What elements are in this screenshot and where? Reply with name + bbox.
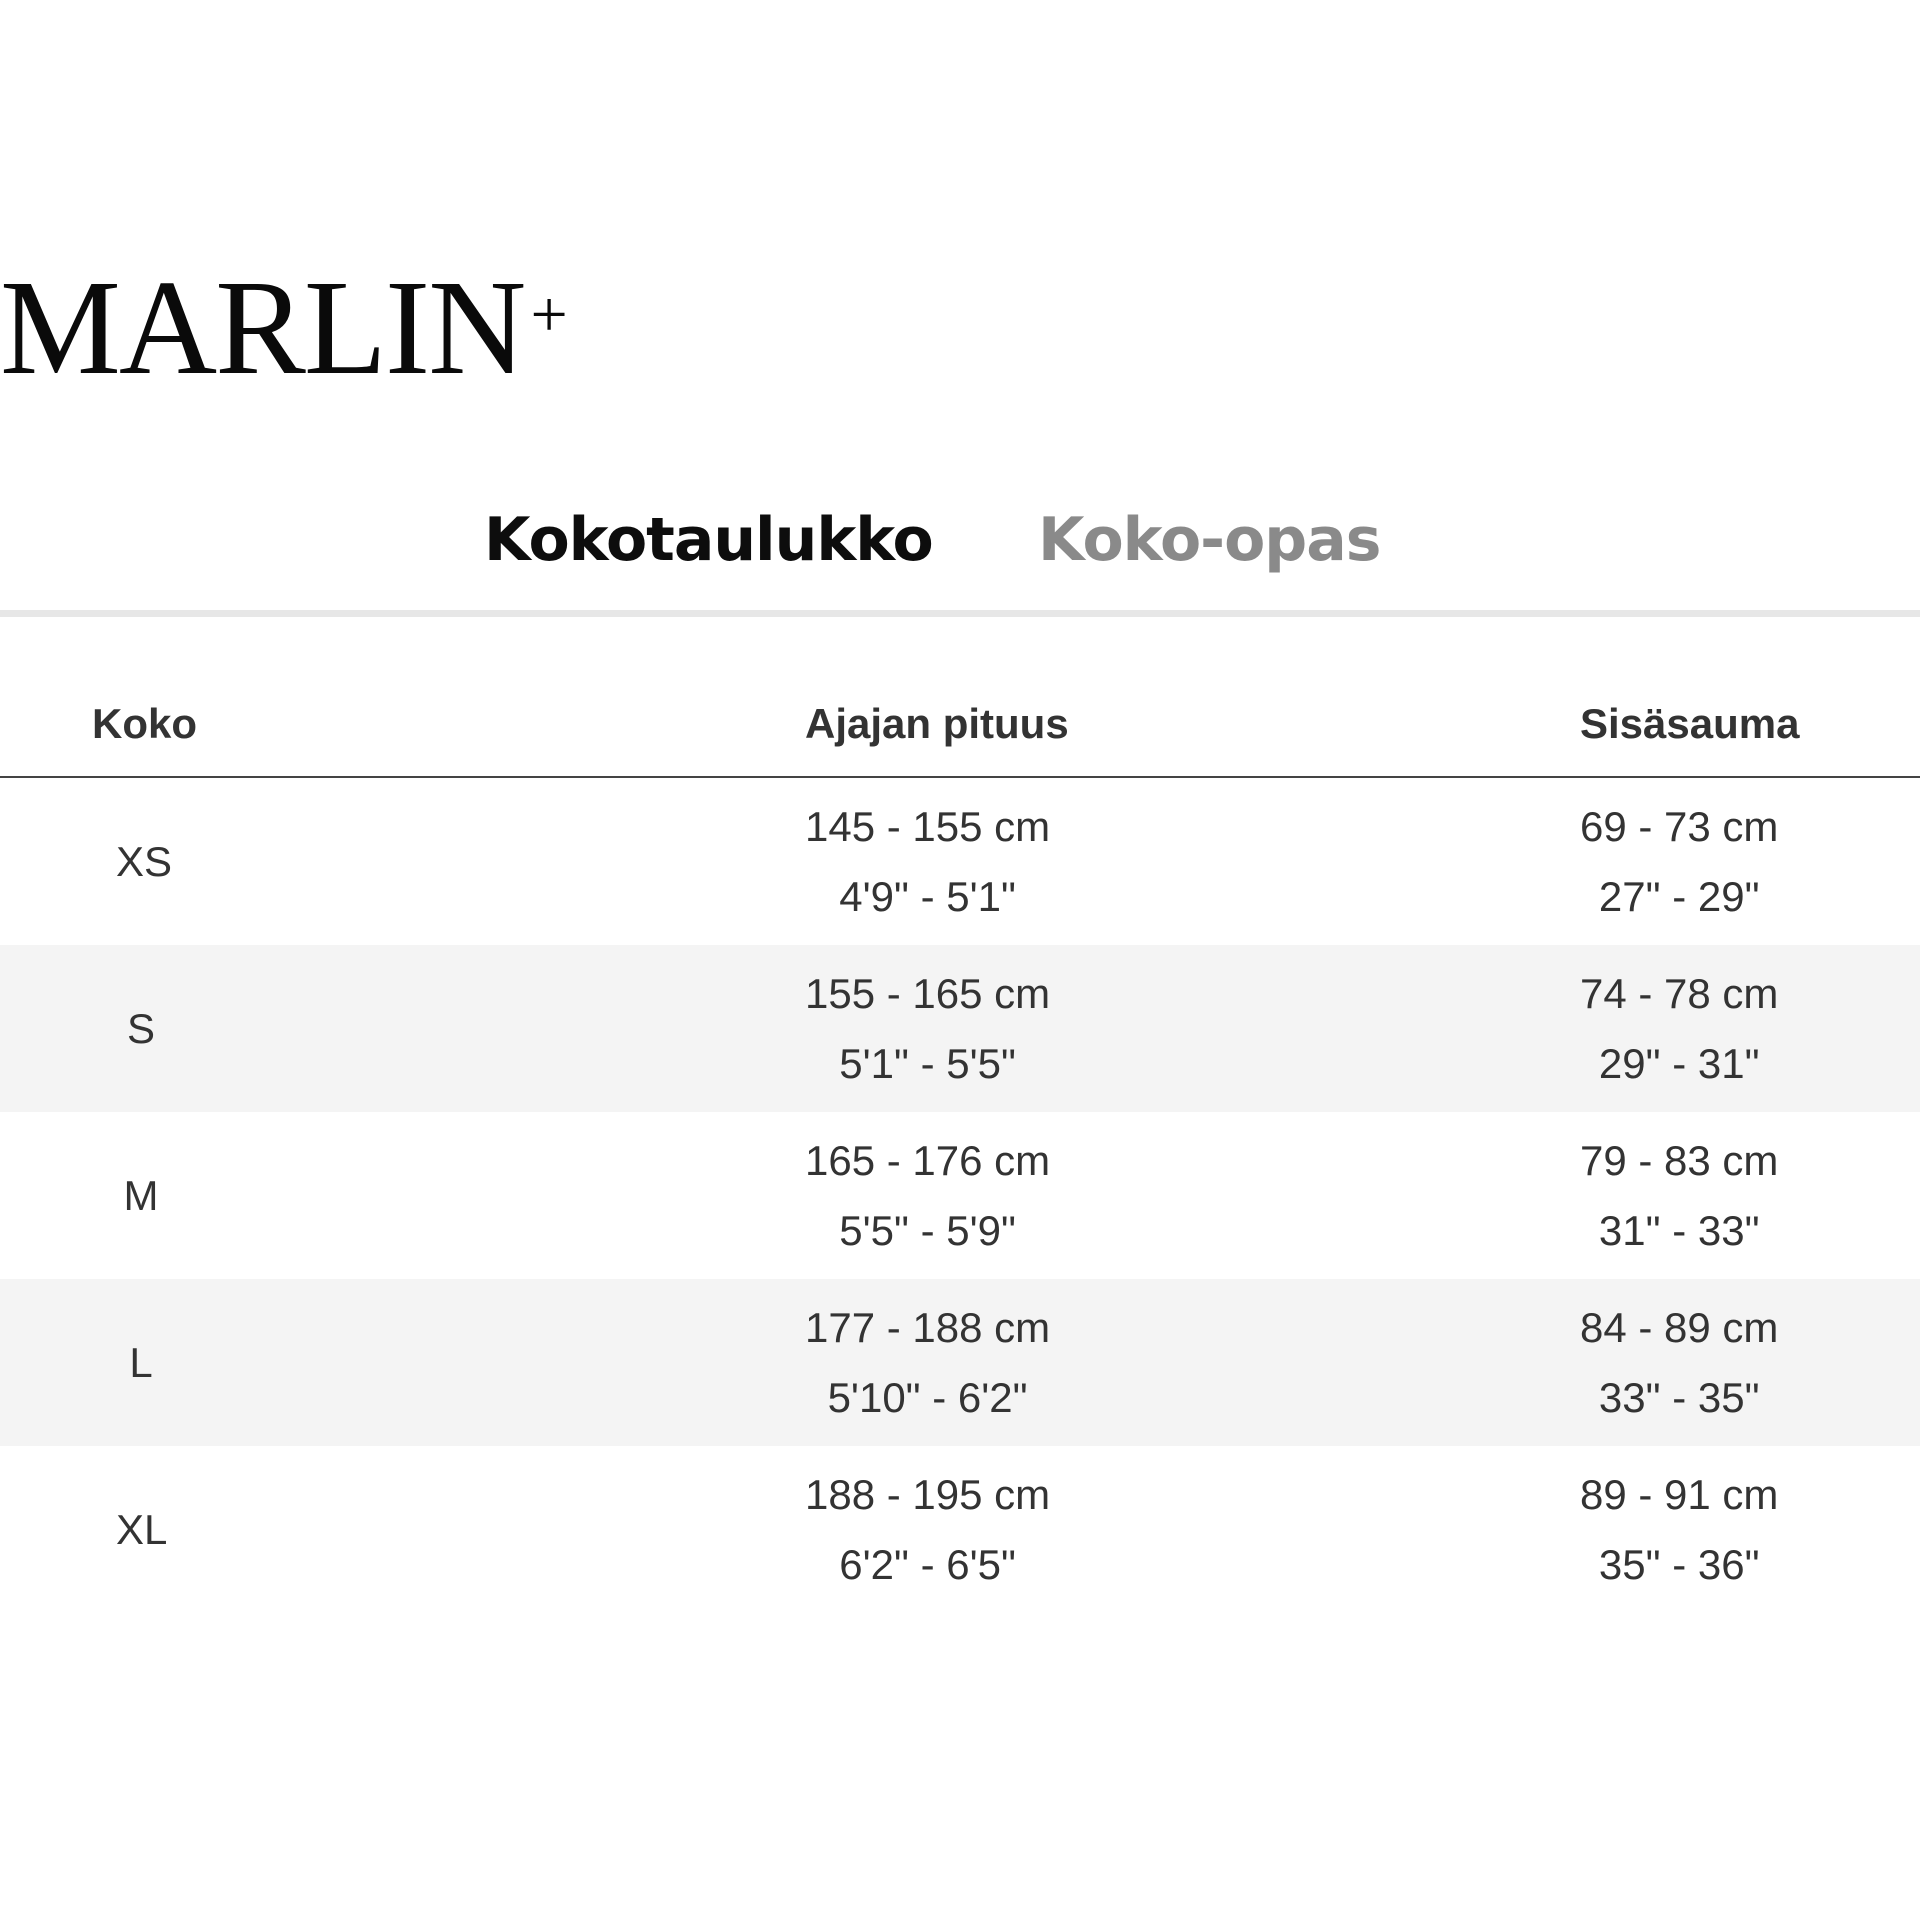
- table-row: [0, 777, 1920, 945]
- inseam-in: 33" - 35": [1598, 1373, 1760, 1421]
- inseam-cell: [1580, 1112, 1920, 1279]
- inseam-cell: [1580, 1446, 1920, 1613]
- height-cm: 165 - 176 cm: [805, 1136, 1051, 1184]
- inseam-cell: [1580, 777, 1920, 945]
- inseam-cell: [1580, 1279, 1920, 1446]
- size-cell: [0, 1279, 285, 1446]
- size-label: XS: [116, 837, 173, 885]
- height-ft: 4'9" - 5'1": [839, 872, 1016, 920]
- height-ft: 5'1" - 5'5": [839, 1039, 1016, 1087]
- tab-bar: [0, 500, 1920, 580]
- size-label: XL: [116, 1505, 168, 1553]
- height-cm: 188 - 195 cm: [805, 1470, 1051, 1518]
- height-cm: 155 - 165 cm: [805, 969, 1051, 1017]
- inseam-cm: 84 - 89 cm: [1580, 1303, 1779, 1351]
- column-header-size: Koko: [0, 672, 285, 777]
- inseam-in: 31" - 33": [1598, 1206, 1760, 1254]
- rider-height-cell: [285, 777, 1580, 945]
- table-row: [0, 945, 1920, 1112]
- table-header-row: [0, 672, 1920, 777]
- size-label: S: [126, 1004, 155, 1052]
- brand-name: MARLIN: [0, 253, 525, 403]
- tab-size-chart[interactable]: Kokotaulukko: [484, 505, 933, 575]
- size-label: M: [123, 1171, 159, 1219]
- inseam-in: 29" - 31": [1598, 1039, 1760, 1087]
- rider-height-cell: [285, 1279, 1580, 1446]
- height-cm: 177 - 188 cm: [805, 1303, 1051, 1351]
- height-ft: 6'2" - 6'5": [839, 1540, 1016, 1588]
- inseam-cm: 69 - 73 cm: [1580, 802, 1779, 850]
- inseam-in: 27" - 29": [1598, 872, 1760, 920]
- inseam-cm: 79 - 83 cm: [1580, 1136, 1779, 1184]
- size-label: L: [129, 1338, 153, 1386]
- rider-height-cell: [285, 945, 1580, 1112]
- height-ft: 5'10" - 6'2": [827, 1373, 1028, 1421]
- brand-plus-mark: +: [530, 278, 568, 351]
- inseam-cm: 74 - 78 cm: [1580, 969, 1779, 1017]
- height-ft: 5'5" - 5'9": [839, 1206, 1016, 1254]
- table-row: [0, 1279, 1920, 1446]
- rider-height-cell: [285, 1112, 1580, 1279]
- inseam-cm: 89 - 91 cm: [1580, 1470, 1779, 1518]
- size-cell: [0, 777, 285, 945]
- size-table: [0, 672, 1920, 1613]
- tabs-divider: [0, 610, 1920, 617]
- inseam-cell: [1580, 945, 1920, 1112]
- size-cell: [0, 1446, 285, 1613]
- tab-size-guide[interactable]: Koko-opas: [1038, 505, 1381, 575]
- rider-height-cell: [285, 1446, 1580, 1613]
- size-cell: [0, 945, 285, 1112]
- column-header-inseam: Sisäsauma: [1580, 672, 1920, 777]
- brand-logo: [0, 253, 568, 403]
- size-cell: [0, 1112, 285, 1279]
- table-row: [0, 1112, 1920, 1279]
- table-row: [0, 1446, 1920, 1613]
- height-cm: 145 - 155 cm: [805, 802, 1051, 850]
- inseam-in: 35" - 36": [1598, 1540, 1760, 1588]
- column-header-rider-height: Ajajan pituus: [285, 672, 1580, 777]
